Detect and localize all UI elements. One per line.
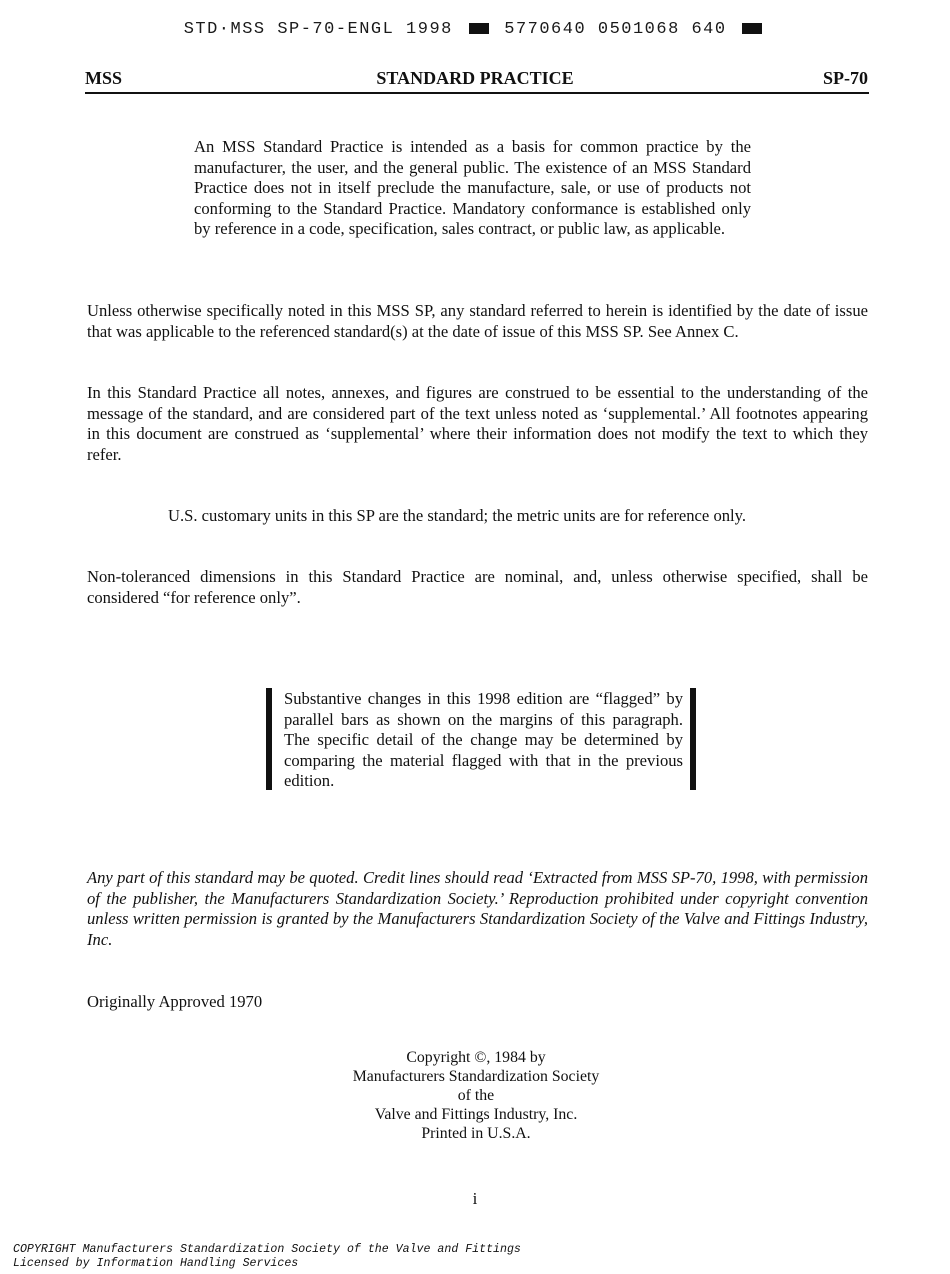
document-code-part2: 5770640 0501068 640 [504, 20, 727, 39]
document-code-part1: STD·MSS SP-70-ENGL 1998 [183, 20, 453, 39]
originally-approved: Originally Approved 1970 [87, 992, 263, 1011]
filled-block-mark [742, 23, 762, 34]
header-right: SP-70 [823, 68, 868, 88]
header-left: MSS [85, 68, 123, 88]
intro-paragraph: An MSS Standard Practice is intended as a basis for common practice by the manufacturer, the user, and the general public. The existence of an MSS Standard Practice does not in itself preclude the manufacture, sale, or use of products not conforming to the Standard Practice. Mandatory conformance is established only by reference in a code, specification, sales contract, or public law, as applicable. [194, 137, 751, 238]
publisher-industry: Valve and Fittings Industry, Inc. [374, 1106, 578, 1123]
printed-in: Printed in U.S.A. [421, 1125, 531, 1142]
publisher-of: of the [457, 1087, 495, 1104]
flagged-changes-paragraph: Substantive changes in this 1998 edition are “flagged” by parallel bars as shown on the margins of this paragraph. The specific detail of the change may be determined by comparing the material flagged with that in the previous edition. [284, 689, 683, 790]
page-number: i [472, 1189, 478, 1208]
header-title: STANDARD PRACTICE [376, 68, 574, 88]
units-paragraph: U.S. customary units in this SP are the standard; the metric units are for reference only. [168, 506, 747, 525]
header-rule [85, 92, 869, 94]
notes-annexes-paragraph: In this Standard Practice all notes, annexes, and figures are construed to be essential to the understanding of the message of the standard, and are considered part of the text unless noted as ‘supplemental.’ All footnotes appearing in this document are construed as ‘supplemental’ where their information does not modify the text to which they refer. [87, 383, 868, 464]
copyright-line: Copyright ©, 1984 by [406, 1049, 546, 1066]
publisher-name: Manufacturers Standardization Society [352, 1068, 600, 1085]
footer-license-line: Licensed by Information Handling Services [13, 1257, 299, 1270]
change-flag-bar-right [690, 688, 696, 790]
non-toleranced-paragraph: Non-toleranced dimensions in this Standard Practice are nominal, and, unless otherwise specified, shall be considered “for reference only”. [87, 567, 868, 607]
license-footer [13, 1243, 521, 1271]
referenced-standards-paragraph: Unless otherwise specifically noted in this MSS SP, any standard referred to herein is identified by the date of issue that was applicable to the referenced standard(s) at the date of issue of this MSS SP. See Annex C. [87, 301, 868, 341]
filled-block-mark [469, 23, 489, 34]
copyright-block [300, 1048, 652, 1143]
quotation-paragraph: Any part of this standard may be quoted. Credit lines should read ‘Extracted from MSS SP-70, 1998, with permission of the publisher, the Manufacturers Standardization Society.’ Reproduction prohibited under copyright convention unless written permission is granted by the Manufacturers Standardization Society of the Valve and Fittings Industry, Inc. [87, 868, 868, 949]
change-flag-bar-left [266, 688, 272, 790]
footer-copyright-line: COPYRIGHT Manufacturers Standardization Society of the Valve and Fittings [13, 1243, 521, 1256]
document-code-line [0, 20, 950, 39]
